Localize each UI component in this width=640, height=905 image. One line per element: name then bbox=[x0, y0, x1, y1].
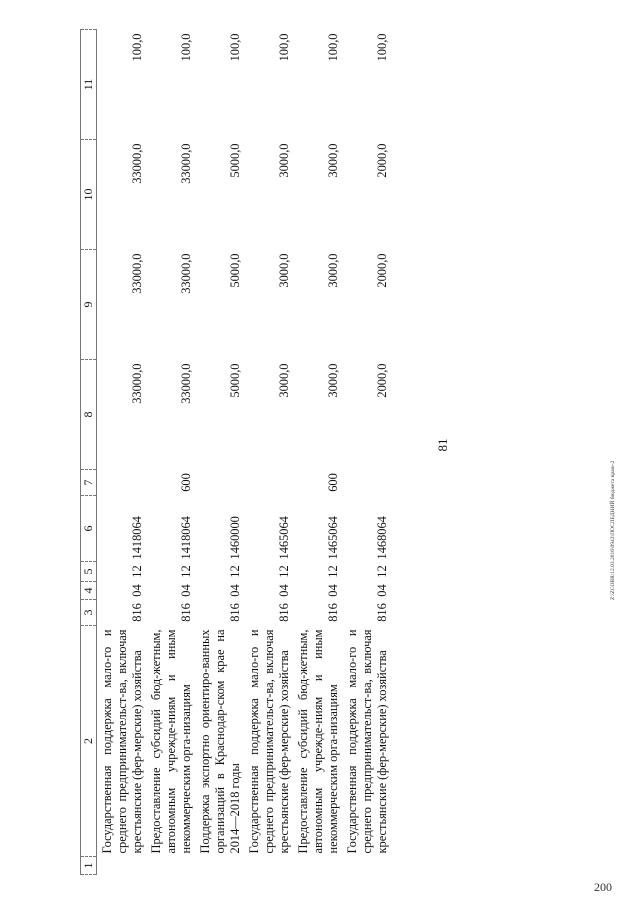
header-cell: 2 bbox=[81, 626, 97, 857]
file-path-text: Z:\ZCOBR\12.03.2016\0943\ПОСЛЕДНИЙ бюджета краю-2 bbox=[610, 460, 616, 600]
code-cell: 600 bbox=[326, 473, 340, 492]
corner-page-number: 200 bbox=[594, 880, 612, 894]
code-cell bbox=[97, 470, 147, 496]
table-header-row bbox=[81, 30, 97, 875]
page-number: 81 bbox=[435, 438, 450, 452]
amount-cell: 33000,0 bbox=[179, 143, 193, 184]
budget-table bbox=[80, 29, 391, 875]
table-row bbox=[97, 30, 147, 875]
amount-cell: 3000,0 bbox=[326, 143, 340, 178]
amount-cell: 33000,0 bbox=[130, 143, 144, 184]
row-name: Государственная поддержка мало-го и среднего предпринимательст-ва, включая крестьянские (фер-мерские) хозяйства bbox=[247, 629, 291, 854]
code-cell: 600 bbox=[179, 473, 193, 492]
code-cell: 12 bbox=[179, 565, 193, 578]
code-cell: 04 bbox=[277, 584, 291, 597]
row-name: Поддержка экспортно ориентиро-ванных организаций в Краснодар-ском крае на 2014—2018 годы bbox=[198, 629, 242, 854]
row-name: Предоставление субсидий бюд-жетным, автономным учрежде-ниям и иным некоммерческим орга-низациям bbox=[296, 629, 340, 854]
amount-cell: 33000,0 bbox=[179, 363, 193, 404]
code-cell: 816 bbox=[130, 603, 144, 622]
code-cell: 1418064 bbox=[130, 516, 144, 560]
amount-cell: 3000,0 bbox=[277, 143, 291, 178]
header-cell: 9 bbox=[81, 250, 97, 360]
header-cell: 1 bbox=[81, 857, 97, 875]
code-cell: 816 bbox=[228, 603, 242, 622]
code-cell: 816 bbox=[326, 603, 340, 622]
amount-cell: 2000,0 bbox=[375, 363, 389, 398]
amount-cell: 3000,0 bbox=[326, 363, 340, 398]
amount-cell: 3000,0 bbox=[326, 253, 340, 288]
code-cell bbox=[195, 470, 244, 496]
code-cell: 1468064 bbox=[375, 516, 389, 560]
header-cell: 10 bbox=[81, 140, 97, 250]
amount-cell: 2000,0 bbox=[375, 143, 389, 178]
amount-cell: 5000,0 bbox=[228, 253, 242, 288]
row-number-cell bbox=[342, 857, 391, 875]
code-cell: 816 bbox=[277, 603, 291, 622]
code-cell: 04 bbox=[228, 584, 242, 597]
amount-cell: 33000,0 bbox=[130, 253, 144, 294]
row-number-cell bbox=[97, 857, 147, 875]
code-cell: 1418064 bbox=[179, 516, 193, 560]
percent-cell: 100,0 bbox=[179, 33, 193, 62]
table-row bbox=[146, 30, 195, 875]
code-cell bbox=[244, 470, 293, 496]
code-cell: 1465064 bbox=[277, 516, 291, 560]
row-number-cell bbox=[146, 857, 195, 875]
code-cell: 1465064 bbox=[326, 516, 340, 560]
amount-cell: 3000,0 bbox=[277, 253, 291, 288]
percent-cell: 100,0 bbox=[326, 33, 340, 62]
code-cell: 816 bbox=[179, 603, 193, 622]
percent-cell: 100,0 bbox=[277, 33, 291, 62]
row-number-cell bbox=[293, 857, 342, 875]
code-cell: 04 bbox=[375, 584, 389, 597]
header-cell: 6 bbox=[81, 496, 97, 562]
row-name: Государственная поддержка мало-го и среднего предпринимательст-ва, включая крестьянские (фер-мерские) хозяйства bbox=[100, 629, 144, 854]
file-path-note bbox=[610, 40, 620, 640]
header-cell: 7 bbox=[81, 470, 97, 496]
row-number-cell bbox=[244, 857, 293, 875]
code-cell: 12 bbox=[326, 565, 340, 578]
amount-cell: 33000,0 bbox=[179, 253, 193, 294]
code-cell: 816 bbox=[375, 603, 389, 622]
header-cell: 11 bbox=[81, 30, 97, 140]
code-cell: 04 bbox=[326, 584, 340, 597]
header-cell: 3 bbox=[81, 600, 97, 626]
row-number-cell bbox=[195, 857, 244, 875]
table-row bbox=[195, 30, 244, 875]
code-cell: 12 bbox=[375, 565, 389, 578]
header-cell: 5 bbox=[81, 562, 97, 582]
row-name: Государственная поддержка мало-го и среднего предпринимательст-ва, включая крестьянские (фер-мерские) хозяйства bbox=[345, 629, 389, 854]
code-cell: 1460000 bbox=[228, 516, 242, 560]
amount-cell: 2000,0 bbox=[375, 253, 389, 288]
amount-cell: 5000,0 bbox=[228, 143, 242, 178]
row-name: Предоставление субсидий бюд-жетным, автономным учрежде-ниям и иным некоммерческим орга-низациям bbox=[149, 629, 193, 854]
percent-cell: 100,0 bbox=[375, 33, 389, 62]
table-row bbox=[293, 30, 342, 875]
amount-cell: 5000,0 bbox=[228, 363, 242, 398]
code-cell: 12 bbox=[130, 565, 144, 578]
table-row bbox=[342, 30, 391, 875]
rotated-page bbox=[80, 15, 600, 875]
code-cell: 12 bbox=[277, 565, 291, 578]
code-cell bbox=[342, 470, 391, 496]
header-cell: 8 bbox=[81, 360, 97, 470]
percent-cell: 100,0 bbox=[228, 33, 242, 62]
code-cell: 12 bbox=[228, 565, 242, 578]
code-cell: 04 bbox=[130, 584, 144, 597]
amount-cell: 3000,0 bbox=[277, 363, 291, 398]
percent-cell: 100,0 bbox=[130, 33, 144, 62]
amount-cell: 33000,0 bbox=[130, 363, 144, 404]
table-row bbox=[244, 30, 293, 875]
header-cell: 4 bbox=[81, 582, 97, 600]
code-cell: 04 bbox=[179, 584, 193, 597]
